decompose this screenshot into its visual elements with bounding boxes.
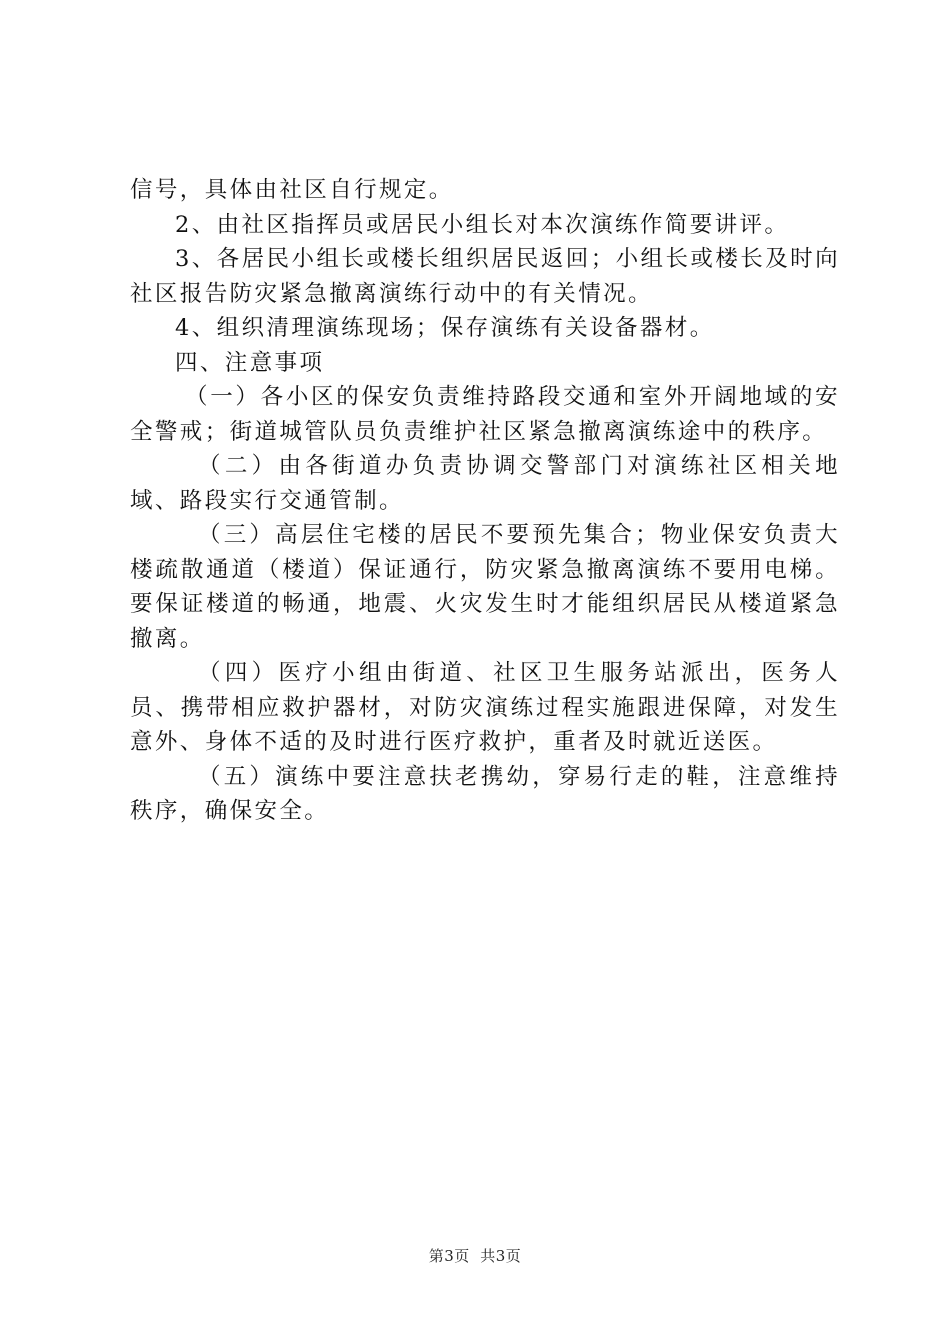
paragraph-note-2: （二）由各街道办负责协调交警部门对演练社区相关地域、路段实行交通管制。 [130,453,840,514]
page-number: 第3页 共3页 [428,1247,522,1265]
paragraph-item-3: 3、各居民小组长或楼长组织居民返回；小组长或楼长及时向社区报告防灾紧急撤离演练行动中的有关情况。 [130,246,840,307]
document-body [130,173,840,829]
paragraph-note-5: （五）演练中要注意扶老携幼，穿易行走的鞋，注意维持秩序，确保安全。 [130,763,840,824]
page-footer [0,1245,950,1266]
paragraph-item-2: 2、由社区指挥员或居民小组长对本次演练作简要讲评。 [175,211,790,238]
paragraph-item-4: 4、组织清理演练现场；保存演练有关设备器材。 [175,315,715,341]
paragraph-note-4: （四）医疗小组由街道、社区卫生服务站派出，医务人员、携带相应救护器材，对防灾演练过程实施跟进保障，对发生意外、身体不适的及时进行医疗救护，重者及时就近送医。 [130,660,840,755]
section-heading-notes: 四、注意事项 [175,349,325,376]
paragraph-signal-continuation: 信号，具体由社区自行规定。 [130,177,454,203]
paragraph-note-1: （一）各小区的保安负责维持路段交通和室外开阔地域的安全警戒；街道城管队员负责维护社区紧急撤离演练途中的秩序。 [130,384,840,445]
paragraph-note-3: （三）高层住宅楼的居民不要预先集合；物业保安负责大楼疏散通道（楼道）保证通行，防灾紧急撤离演练不要用电梯。要保证楼道的畅通，地震、火灾发生时才能组织居民从楼道紧急撤离。 [130,522,840,652]
